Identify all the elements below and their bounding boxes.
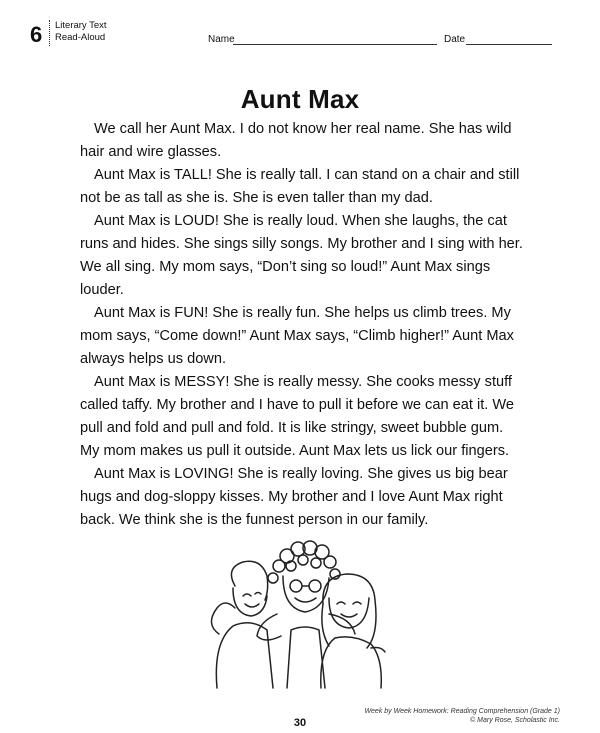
week-number: 6 xyxy=(30,22,43,47)
credit-line-2: © Mary Rose, Scholastic Inc. xyxy=(470,717,560,724)
story-title: Aunt Max xyxy=(240,84,360,114)
date-field[interactable] xyxy=(466,44,552,45)
genre-label xyxy=(55,20,107,44)
name-label: Name xyxy=(208,34,235,45)
story-paragraph: Aunt Max is LOVING! She is really loving. She gives us big bear hugs and dog-sloppy kisses. My brother and I love Aunt Max right back. We think she is the funnest person in our family. xyxy=(80,466,508,528)
header-divider xyxy=(49,20,50,46)
credit-line-1: Week by Week Homework: Reading Comprehension (Grade 1) xyxy=(364,708,560,715)
worksheet-header xyxy=(30,18,552,48)
story-paragraph: Aunt Max is LOUD! She is really loud. When she laughs, the cat runs and hides. She sings silly songs. My brother and I sing with her. We all sing. My mom says, “Don’t sing so loud!” Aunt Max sings louder. xyxy=(80,213,523,298)
story-paragraph: We call her Aunt Max. I do not know her real name. She has wild hair and wire glasses. xyxy=(80,121,512,160)
family-hug-illustration xyxy=(195,538,415,690)
name-field[interactable] xyxy=(233,44,437,45)
girl-figure xyxy=(321,574,385,688)
page-number: 30 xyxy=(293,717,307,729)
story-paragraph: Aunt Max is FUN! She is really fun. She helps us climb trees. My mom says, “Come down!” Aunt Max says, “Climb higher!” Aunt Max always helps us down. xyxy=(80,305,514,367)
story-body xyxy=(80,118,525,532)
story-paragraph: Aunt Max is MESSY! She is really messy. She cooks messy stuff called taffy. My brother and I have to pull it before we can eat it. We pull and fold and pull and fold. It is like stringy, sweet bubble gum. My mom makes us pull it outside. Aunt Max lets us lick our fingers. xyxy=(80,374,514,459)
genre-line-1: Literary Text xyxy=(55,20,107,31)
story-paragraph: Aunt Max is TALL! She is really tall. I can stand on a chair and still not be as tall as she is. She is even taller than my dad. xyxy=(80,167,520,206)
date-label: Date xyxy=(444,34,466,45)
boy-figure xyxy=(211,561,273,688)
glasses-icon xyxy=(290,580,321,592)
genre-line-2: Read-Aloud xyxy=(55,32,106,43)
aunt-hair-icon xyxy=(268,541,340,583)
